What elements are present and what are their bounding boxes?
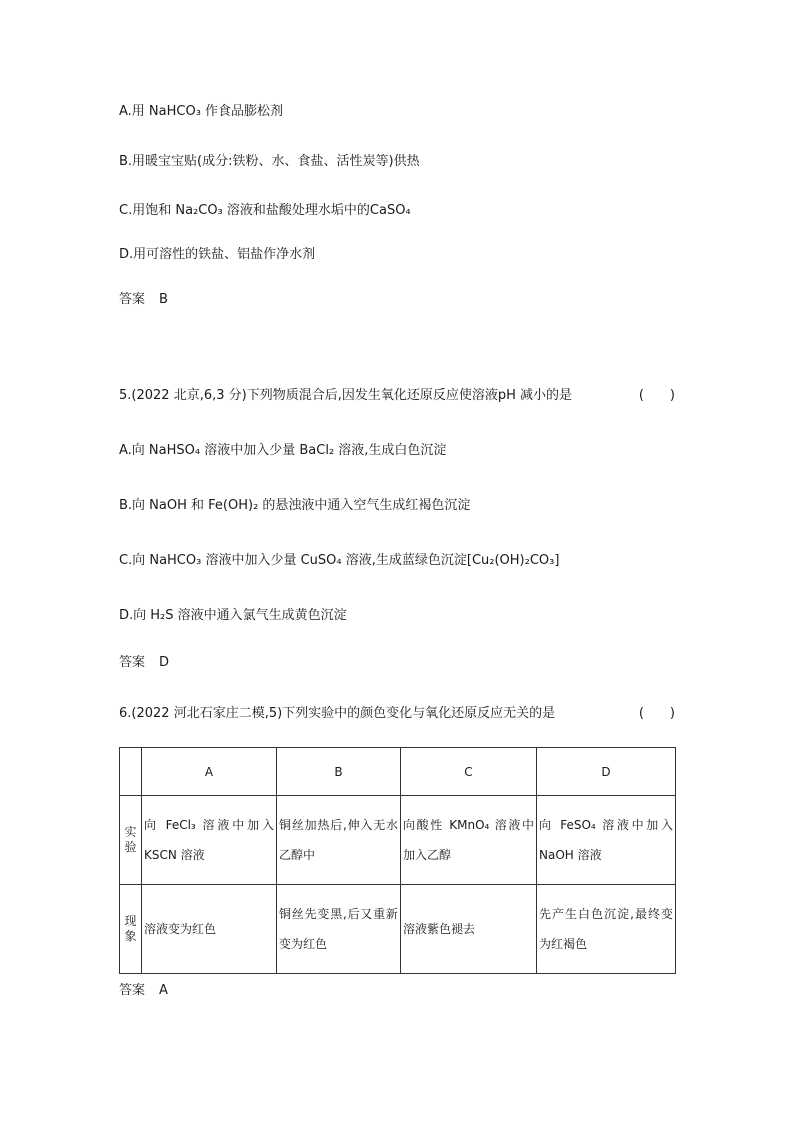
q5-option-c: C.向 NaHCO₃ 溶液中加入少量 CuSO₄ 溶液,生成蓝绿色沉淀[Cu₂(OH)₂CO₃]	[119, 553, 560, 568]
experiment-c: 向酸性 KMnO₄ 溶液中加入乙醇	[401, 796, 537, 885]
q5-option-a: A.向 NaHSO₄ 溶液中加入少量 BaCl₂ 溶液,生成白色沉淀	[119, 443, 447, 458]
answer-value: A	[159, 983, 168, 998]
answer-label: 答案	[119, 292, 146, 307]
header-c: C	[401, 748, 537, 796]
phenomenon-c: 溶液紫色褪去	[401, 885, 537, 974]
row-label-text: 实验	[124, 825, 137, 854]
q4-option-d: D.用可溶性的铁盐、铝盐作净水剂	[119, 247, 316, 262]
q5-answer	[119, 655, 169, 671]
q4-option-a: A.用 NaHCO₃ 作食品膨松剂	[119, 104, 284, 119]
table-row-phenomenon	[120, 885, 676, 974]
answer-label: 答案	[119, 983, 146, 998]
experiment-d: 向 FeSO₄ 溶液中加入 NaOH 溶液	[537, 796, 676, 885]
corner-cell	[120, 748, 142, 796]
q5-stem-line	[119, 388, 675, 404]
q6-stem-line	[119, 706, 675, 722]
experiment-table	[119, 747, 676, 974]
phenomenon-a: 溶液变为红色	[142, 885, 277, 974]
q6-stem: 6.(2022 河北石家庄二模,5)下列实验中的颜色变化与氧化还原反应无关的是	[119, 706, 556, 721]
q5-stem: 5.(2022 北京,6,3 分)下列物质混合后,因发生氧化还原反应使溶液pH 减小的是	[119, 388, 572, 403]
q5-option-b: B.向 NaOH 和 Fe(OH)₂ 的悬浊液中通入空气生成红褐色沉淀	[119, 498, 471, 513]
header-a: A	[142, 748, 277, 796]
q6-answer	[119, 983, 168, 999]
q4-option-c: C.用饱和 Na₂CO₃ 溶液和盐酸处理水垢中的CaSO₄	[119, 203, 411, 218]
experiment-b: 铜丝加热后,伸入无水乙醇中	[277, 796, 401, 885]
q5-answer-paren: ( )	[638, 388, 675, 403]
answer-value: D	[159, 655, 170, 670]
answer-value: B	[159, 292, 168, 307]
header-b: B	[277, 748, 401, 796]
q6-answer-paren: ( )	[638, 706, 675, 721]
table-header-row	[120, 748, 676, 796]
header-d: D	[537, 748, 676, 796]
phenomenon-d: 先产生白色沉淀,最终变为红褐色	[537, 885, 676, 974]
answer-label: 答案	[119, 655, 146, 670]
row-label-text: 现象	[124, 914, 137, 943]
phenomenon-b: 铜丝先变黑,后又重新变为红色	[277, 885, 401, 974]
row-label-phenomenon	[120, 885, 142, 974]
experiment-a: 向 FeCl₃ 溶液中加入 KSCN 溶液	[142, 796, 277, 885]
q4-answer	[119, 292, 168, 308]
q5-option-d: D.向 H₂S 溶液中通入氯气生成黄色沉淀	[119, 608, 347, 623]
table-row-experiment	[120, 796, 676, 885]
row-label-experiment	[120, 796, 142, 885]
q4-option-b: B.用暖宝宝贴(成分:铁粉、水、食盐、活性炭等)供热	[119, 154, 420, 169]
